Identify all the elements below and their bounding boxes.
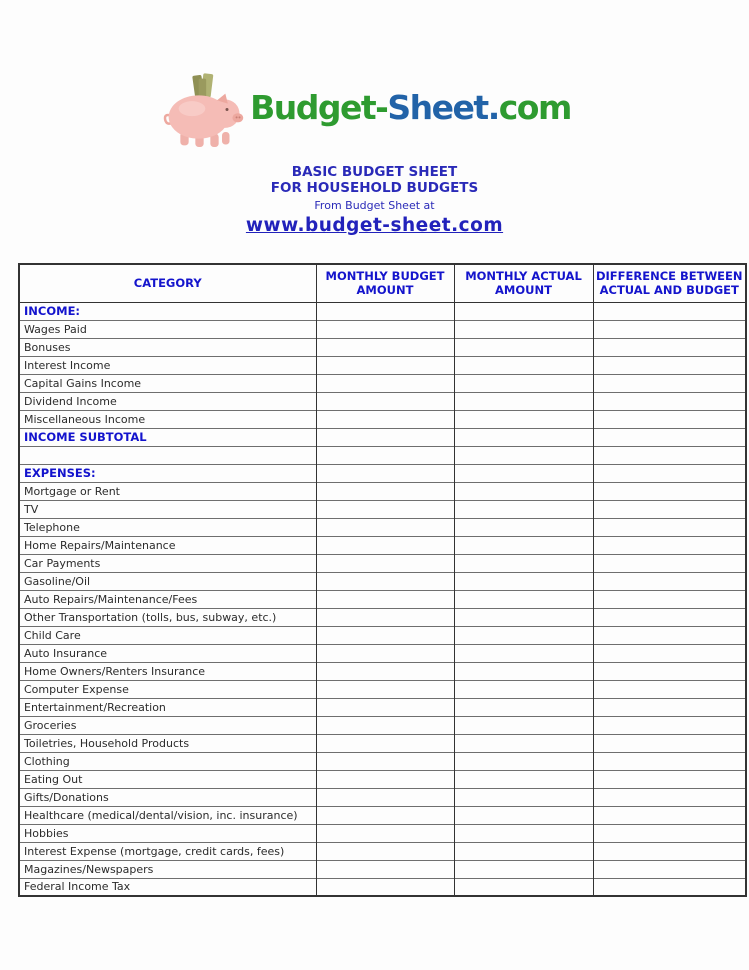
difference-cell (593, 752, 746, 770)
table-row (19, 554, 746, 572)
difference-cell (593, 554, 746, 572)
table-row (19, 392, 746, 410)
table-row (19, 482, 746, 500)
budget-amount-cell (316, 428, 454, 446)
actual-amount-cell (454, 572, 593, 590)
budget-amount-cell (316, 482, 454, 500)
difference-cell (593, 428, 746, 446)
table-row (19, 410, 746, 428)
difference-cell (593, 374, 746, 392)
budget-amount-cell (316, 464, 454, 482)
budget-amount-cell (316, 356, 454, 374)
category-cell: Dividend Income (19, 392, 316, 410)
difference-cell (593, 572, 746, 590)
difference-cell (593, 356, 746, 374)
actual-amount-cell (454, 878, 593, 896)
page-title-line2: FOR HOUSEHOLD BUDGETS (270, 180, 479, 196)
difference-cell (593, 608, 746, 626)
budget-amount-cell (316, 410, 454, 428)
difference-cell (593, 518, 746, 536)
page-title-line1: BASIC BUDGET SHEET (291, 164, 458, 180)
difference-cell (593, 698, 746, 716)
col-header-monthly-budget: MONTHLY BUDGET AMOUNT (316, 264, 454, 302)
category-cell: INCOME: (19, 302, 316, 320)
difference-cell (593, 860, 746, 878)
budget-amount-cell (316, 698, 454, 716)
table-row (19, 338, 746, 356)
actual-amount-cell (454, 482, 593, 500)
budget-amount-cell (316, 716, 454, 734)
logo-part-sheet: Sheet. (387, 88, 499, 127)
actual-amount-cell (454, 536, 593, 554)
category-cell: Gasoline/Oil (19, 572, 316, 590)
category-cell: Interest Expense (mortgage, credit cards, fees) (19, 842, 316, 860)
table-row (19, 752, 746, 770)
budget-amount-cell (316, 878, 454, 896)
table-row (19, 698, 746, 716)
actual-amount-cell (454, 464, 593, 482)
actual-amount-cell (454, 320, 593, 338)
budget-amount-cell (316, 752, 454, 770)
category-cell: Entertainment/Recreation (19, 698, 316, 716)
table-row (19, 320, 746, 338)
table-row (19, 536, 746, 554)
table-row (19, 662, 746, 680)
logo-part-com: com (498, 88, 571, 127)
actual-amount-cell (454, 392, 593, 410)
category-cell: Other Transportation (tolls, bus, subway, etc.) (19, 608, 316, 626)
table-row (19, 500, 746, 518)
actual-amount-cell (454, 734, 593, 752)
difference-cell (593, 410, 746, 428)
category-cell: Magazines/Newspapers (19, 860, 316, 878)
category-cell: Computer Expense (19, 680, 316, 698)
actual-amount-cell (454, 374, 593, 392)
col-header-category (19, 264, 316, 302)
actual-amount-cell (454, 446, 593, 464)
actual-amount-cell (454, 698, 593, 716)
table-row (19, 788, 746, 806)
actual-amount-cell (454, 788, 593, 806)
budget-amount-cell (316, 680, 454, 698)
table-header-row (19, 264, 746, 302)
difference-cell (593, 590, 746, 608)
category-cell: Capital Gains Income (19, 374, 316, 392)
actual-amount-cell (454, 806, 593, 824)
table-row (19, 806, 746, 824)
table-row (19, 302, 746, 320)
table-row (19, 518, 746, 536)
category-cell: INCOME SUBTOTAL (19, 428, 316, 446)
budget-amount-cell (316, 824, 454, 842)
col-header-category-label: CATEGORY (133, 276, 202, 291)
table-row (19, 356, 746, 374)
budget-amount-cell (316, 302, 454, 320)
budget-amount-cell (316, 446, 454, 464)
difference-cell (593, 734, 746, 752)
difference-cell (593, 644, 746, 662)
actual-amount-cell (454, 428, 593, 446)
actual-amount-cell (454, 626, 593, 644)
category-cell: Home Repairs/Maintenance (19, 536, 316, 554)
category-cell: Auto Repairs/Maintenance/Fees (19, 590, 316, 608)
category-cell (19, 446, 316, 464)
difference-cell (593, 536, 746, 554)
budget-amount-cell (316, 860, 454, 878)
logo-part-budget: Budget- (250, 88, 388, 127)
table-row (19, 878, 746, 896)
actual-amount-cell (454, 518, 593, 536)
logo-wordmark (250, 88, 571, 127)
difference-cell (593, 878, 746, 896)
page-subtitle: From Budget Sheet at (314, 199, 435, 212)
budget-amount-cell (316, 644, 454, 662)
actual-amount-cell (454, 716, 593, 734)
category-cell: Auto Insurance (19, 644, 316, 662)
difference-cell (593, 824, 746, 842)
category-cell: Hobbies (19, 824, 316, 842)
table-row (19, 608, 746, 626)
actual-amount-cell (454, 500, 593, 518)
budget-amount-cell (316, 626, 454, 644)
difference-cell (593, 392, 746, 410)
table-row (19, 680, 746, 698)
table-row (19, 446, 746, 464)
category-cell: Mortgage or Rent (19, 482, 316, 500)
difference-cell (593, 788, 746, 806)
col-header-difference: DIFFERENCE BETWEEN ACTUAL AND BUDGET (593, 264, 746, 302)
table-row (19, 644, 746, 662)
budget-amount-cell (316, 338, 454, 356)
budget-amount-cell (316, 518, 454, 536)
budget-table (18, 263, 747, 897)
actual-amount-cell (454, 554, 593, 572)
difference-cell (593, 680, 746, 698)
difference-cell (593, 338, 746, 356)
table-row (19, 464, 746, 482)
category-cell: Clothing (19, 752, 316, 770)
category-cell: Miscellaneous Income (19, 410, 316, 428)
difference-cell (593, 482, 746, 500)
table-row (19, 770, 746, 788)
budget-amount-cell (316, 572, 454, 590)
table-row (19, 734, 746, 752)
table-row (19, 716, 746, 734)
difference-cell (593, 662, 746, 680)
category-cell: Car Payments (19, 554, 316, 572)
page-header (0, 0, 749, 236)
actual-amount-cell (454, 662, 593, 680)
actual-amount-cell (454, 356, 593, 374)
category-cell: Toiletries, Household Products (19, 734, 316, 752)
category-cell: Gifts/Donations (19, 788, 316, 806)
table-row (19, 374, 746, 392)
budget-amount-cell (316, 500, 454, 518)
actual-amount-cell (454, 410, 593, 428)
category-cell: Groceries (19, 716, 316, 734)
actual-amount-cell (454, 338, 593, 356)
actual-amount-cell (454, 302, 593, 320)
category-cell: Bonuses (19, 338, 316, 356)
budget-amount-cell (316, 770, 454, 788)
actual-amount-cell (454, 842, 593, 860)
difference-cell (593, 464, 746, 482)
table-row (19, 572, 746, 590)
budget-amount-cell (316, 320, 454, 338)
difference-cell (593, 842, 746, 860)
category-cell: Healthcare (medical/dental/vision, inc. insurance) (19, 806, 316, 824)
category-cell: Interest Income (19, 356, 316, 374)
budget-amount-cell (316, 806, 454, 824)
budget-amount-cell (316, 734, 454, 752)
category-cell: Wages Paid (19, 320, 316, 338)
budget-amount-cell (316, 374, 454, 392)
piggy-bank-icon (160, 72, 244, 152)
difference-cell (593, 770, 746, 788)
table-row (19, 824, 746, 842)
actual-amount-cell (454, 824, 593, 842)
col-header-monthly-actual: MONTHLY ACTUAL AMOUNT (454, 264, 593, 302)
actual-amount-cell (454, 608, 593, 626)
actual-amount-cell (454, 680, 593, 698)
table-row (19, 842, 746, 860)
difference-cell (593, 806, 746, 824)
table-row (19, 428, 746, 446)
budget-amount-cell (316, 590, 454, 608)
budget-amount-cell (316, 392, 454, 410)
difference-cell (593, 446, 746, 464)
difference-cell (593, 626, 746, 644)
actual-amount-cell (454, 770, 593, 788)
difference-cell (593, 320, 746, 338)
difference-cell (593, 302, 746, 320)
category-cell: EXPENSES: (19, 464, 316, 482)
category-cell: Child Care (19, 626, 316, 644)
actual-amount-cell (454, 644, 593, 662)
actual-amount-cell (454, 752, 593, 770)
actual-amount-cell (454, 590, 593, 608)
category-cell: Eating Out (19, 770, 316, 788)
budget-amount-cell (316, 842, 454, 860)
budget-amount-cell (316, 536, 454, 554)
budget-amount-cell (316, 788, 454, 806)
category-cell: Federal Income Tax (19, 878, 316, 896)
money-bills (192, 73, 213, 97)
budget-amount-cell (316, 662, 454, 680)
budget-amount-cell (316, 554, 454, 572)
table-row (19, 860, 746, 878)
logo (160, 72, 571, 152)
category-cell: Home Owners/Renters Insurance (19, 662, 316, 680)
category-cell: TV (19, 500, 316, 518)
table-row (19, 626, 746, 644)
difference-cell (593, 500, 746, 518)
budget-amount-cell (316, 608, 454, 626)
table-row (19, 590, 746, 608)
category-cell: Telephone (19, 518, 316, 536)
website-link[interactable]: www.budget-sheet.com (245, 215, 504, 236)
actual-amount-cell (454, 860, 593, 878)
difference-cell (593, 716, 746, 734)
